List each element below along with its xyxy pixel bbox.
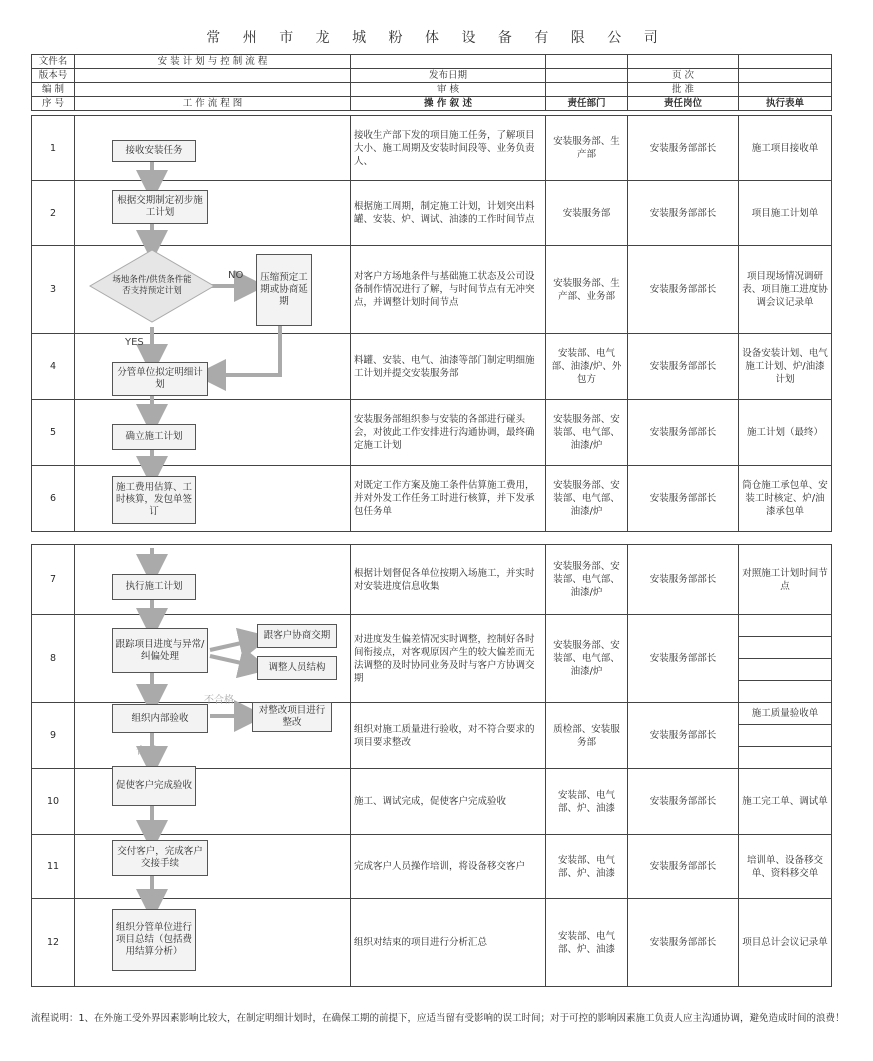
dept-cell: 安装部、电气部、油漆/炉、外包方 — [546, 334, 628, 400]
fail-label: 不合格 — [204, 695, 234, 706]
post-cell: 安装服务部部长 — [628, 246, 739, 334]
page-label: 页 次 — [628, 69, 739, 83]
process-note: 流程说明：1、在外施工受外界因素影响比较大，在制定明细计划时，在确保工期的前提下，应适当留有受影响的误工时间；对于可控的影响因素施工负责人应主沟通协调，避免造成时间的浪费！ — [31, 1013, 845, 1024]
post-cell: 安装服务部部长 — [628, 703, 739, 769]
flow-step-7: 执行施工计划 — [112, 574, 196, 600]
pass-label: 合 格 — [136, 746, 160, 757]
form-header: 执行表单 — [739, 97, 832, 111]
version-label: 版本号 — [32, 69, 75, 83]
no-label: NO — [228, 270, 244, 281]
flow-side-8a: 跟客户协商交期 — [257, 624, 337, 648]
row-number: 9 — [32, 703, 75, 769]
flow-step-12: 组织分管单位进行项目总结（包括费用结算分析） — [112, 909, 196, 971]
row-number: 5 — [32, 400, 75, 466]
arrow-8a — [210, 640, 255, 650]
form-cell: 对照施工计划时间节点 — [739, 545, 832, 615]
dept-header: 责任部门 — [546, 97, 628, 111]
dept-cell: 安装服务部 — [546, 181, 628, 246]
flow-step-10: 促使客户完成验收 — [112, 766, 196, 806]
flow-step-11: 交付客户，完成客户交接手续 — [112, 840, 208, 876]
dept-cell: 安装服务部、生产部、业务部 — [546, 246, 628, 334]
post-cell: 安装服务部部长 — [628, 116, 739, 181]
op-cell: 组织对结束的项目进行分析汇总 — [351, 899, 546, 987]
dept-cell: 安装服务部、安装部、电气部、油漆/炉 — [546, 466, 628, 532]
flow-step-5: 确立施工计划 — [112, 424, 196, 450]
company-name: 常 州 市 龙 城 粉 体 设 备 有 限 公 司 — [206, 30, 667, 46]
flow-side-3: 压缩预定工期或协商延期 — [256, 254, 312, 326]
flow-step-2: 根据交期制定初步施工计划 — [112, 190, 208, 224]
post-header: 责任岗位 — [628, 97, 739, 111]
dept-cell: 安装部、电气部、炉、油漆 — [546, 899, 628, 987]
post-cell: 安装服务部部长 — [628, 615, 739, 703]
dept-cell: 安装服务部、安装部、电气部、油漆/炉 — [546, 545, 628, 615]
form-cell: 施工项目接收单 — [739, 116, 832, 181]
row-number: 7 — [32, 545, 75, 615]
dept-cell: 安装服务部、安装部、电气部、油漆/炉 — [546, 615, 628, 703]
op-cell: 施工、调试完成，促使客户完成验收 — [351, 769, 546, 835]
form-cell: 培训单、设备移交单、资料移交单 — [739, 835, 832, 899]
dept-cell: 安装部、电气部、炉、油漆 — [546, 835, 628, 899]
flow-step-4: 分管单位拟定明细计划 — [112, 362, 208, 396]
arrow-back — [210, 326, 280, 375]
op-cell: 对客户方场地条件与基础施工状态及公司设备制作情况进行了解，与时间节点有无冲突点，并调整计划时间节点 — [351, 246, 546, 334]
op-cell: 安装服务部组织参与安装的各部进行碰头会，对彼此工作安排进行沟通协调，最终确定施工计划 — [351, 400, 546, 466]
flow-side-9: 对整改项目进行整改 — [252, 702, 332, 732]
form-cell: 筒仓施工承包单、安装工时核定、炉/油漆承包单 — [739, 466, 832, 532]
release-date-label: 发布日期 — [351, 69, 546, 83]
row-number: 3 — [32, 246, 75, 334]
post-cell: 安装服务部部长 — [628, 466, 739, 532]
dept-cell: 安装部、电气部、炉、油漆 — [546, 769, 628, 835]
flow-step-9: 组织内部验收 — [112, 704, 208, 733]
yes-label: YES — [125, 337, 144, 348]
flow-side-8b: 调整人员结构 — [257, 656, 337, 680]
op-cell: 料罐、安装、电气、油漆等部门制定明细施工计划并提交安装服务部 — [351, 334, 546, 400]
prepared-label: 编 制 — [32, 83, 75, 97]
row-number: 8 — [32, 615, 75, 703]
op-cell: 对既定工作方案及施工条件估算施工费用，并对外发工作任务工时进行核算，并下发承包任务单 — [351, 466, 546, 532]
form-value: 施工质量验收单 — [739, 703, 831, 725]
flow-decision-3: 场地条件/供货条件能否支持预定计划 — [112, 275, 192, 296]
op-cell: 根据施工周期，制定施工计划，计划突出料罐、安装、炉、调试、油漆的工作时间节点 — [351, 181, 546, 246]
flow-header: 工 作 流 程 图 — [75, 97, 351, 111]
form-cell: 设备安装计划、电气施工计划、炉/油漆计划 — [739, 334, 832, 400]
post-cell: 安装服务部部长 — [628, 769, 739, 835]
row-number: 12 — [32, 899, 75, 987]
dept-cell: 安装服务部、生产部 — [546, 116, 628, 181]
op-cell: 根据计划督促各单位按期入场施工，并实时对安装进度信息收集 — [351, 545, 546, 615]
row-number: 11 — [32, 835, 75, 899]
post-cell: 安装服务部部长 — [628, 400, 739, 466]
row-number: 6 — [32, 466, 75, 532]
form-cell: 施工计划（最终） — [739, 400, 832, 466]
file-name-label: 文件名 — [32, 55, 75, 69]
row-number: 2 — [32, 181, 75, 246]
seq-header: 序 号 — [32, 97, 75, 111]
form-cell: 项目施工计划单 — [739, 181, 832, 246]
post-cell: 安装服务部部长 — [628, 545, 739, 615]
row-number: 1 — [32, 116, 75, 181]
op-cell: 完成客户人员操作培训，将设备移交客户 — [351, 835, 546, 899]
form-cell: 项目总计会议记录单 — [739, 899, 832, 987]
op-cell: 接收生产部下发的项目施工任务，了解项目大小、施工周期及安装时间段等、业务负责人、 — [351, 116, 546, 181]
review-label: 审 核 — [351, 83, 546, 97]
file-name-value: 安 装 计 划 与 控 制 流 程 — [75, 55, 351, 69]
approve-label: 批 准 — [628, 83, 739, 97]
op-header: 操 作 叙 述 — [351, 97, 546, 111]
flow-step-1: 接收安装任务 — [112, 140, 196, 162]
row-number: 4 — [32, 334, 75, 400]
post-cell: 安装服务部部长 — [628, 181, 739, 246]
dept-cell: 安装服务部、安装部、电气部、油漆/炉 — [546, 400, 628, 466]
arrow-8b — [210, 656, 255, 666]
post-cell: 安装服务部部长 — [628, 835, 739, 899]
post-cell: 安装服务部部长 — [628, 899, 739, 987]
row-number: 10 — [32, 769, 75, 835]
dept-cell: 质检部、安装服务部 — [546, 703, 628, 769]
post-cell: 安装服务部部长 — [628, 334, 739, 400]
op-cell: 组织对施工质量进行验收，对不符合要求的项目要求整改 — [351, 703, 546, 769]
form-cell: 施工完工单、调试单 — [739, 769, 832, 835]
op-cell: 对进度发生偏差情况实时调整，控制好各时间衔接点，对客观原因产生的较大偏差而无法调整的及时协同业务及时与客户方协调交期 — [351, 615, 546, 703]
flow-step-8: 跟踪项目进度与异常/纠偏处理 — [112, 628, 208, 673]
flow-step-6: 施工费用估算、工时核算，发包单签订 — [112, 476, 196, 524]
form-cell: 项目现场情况调研表、项目施工进度协调会议记录单 — [739, 246, 832, 334]
